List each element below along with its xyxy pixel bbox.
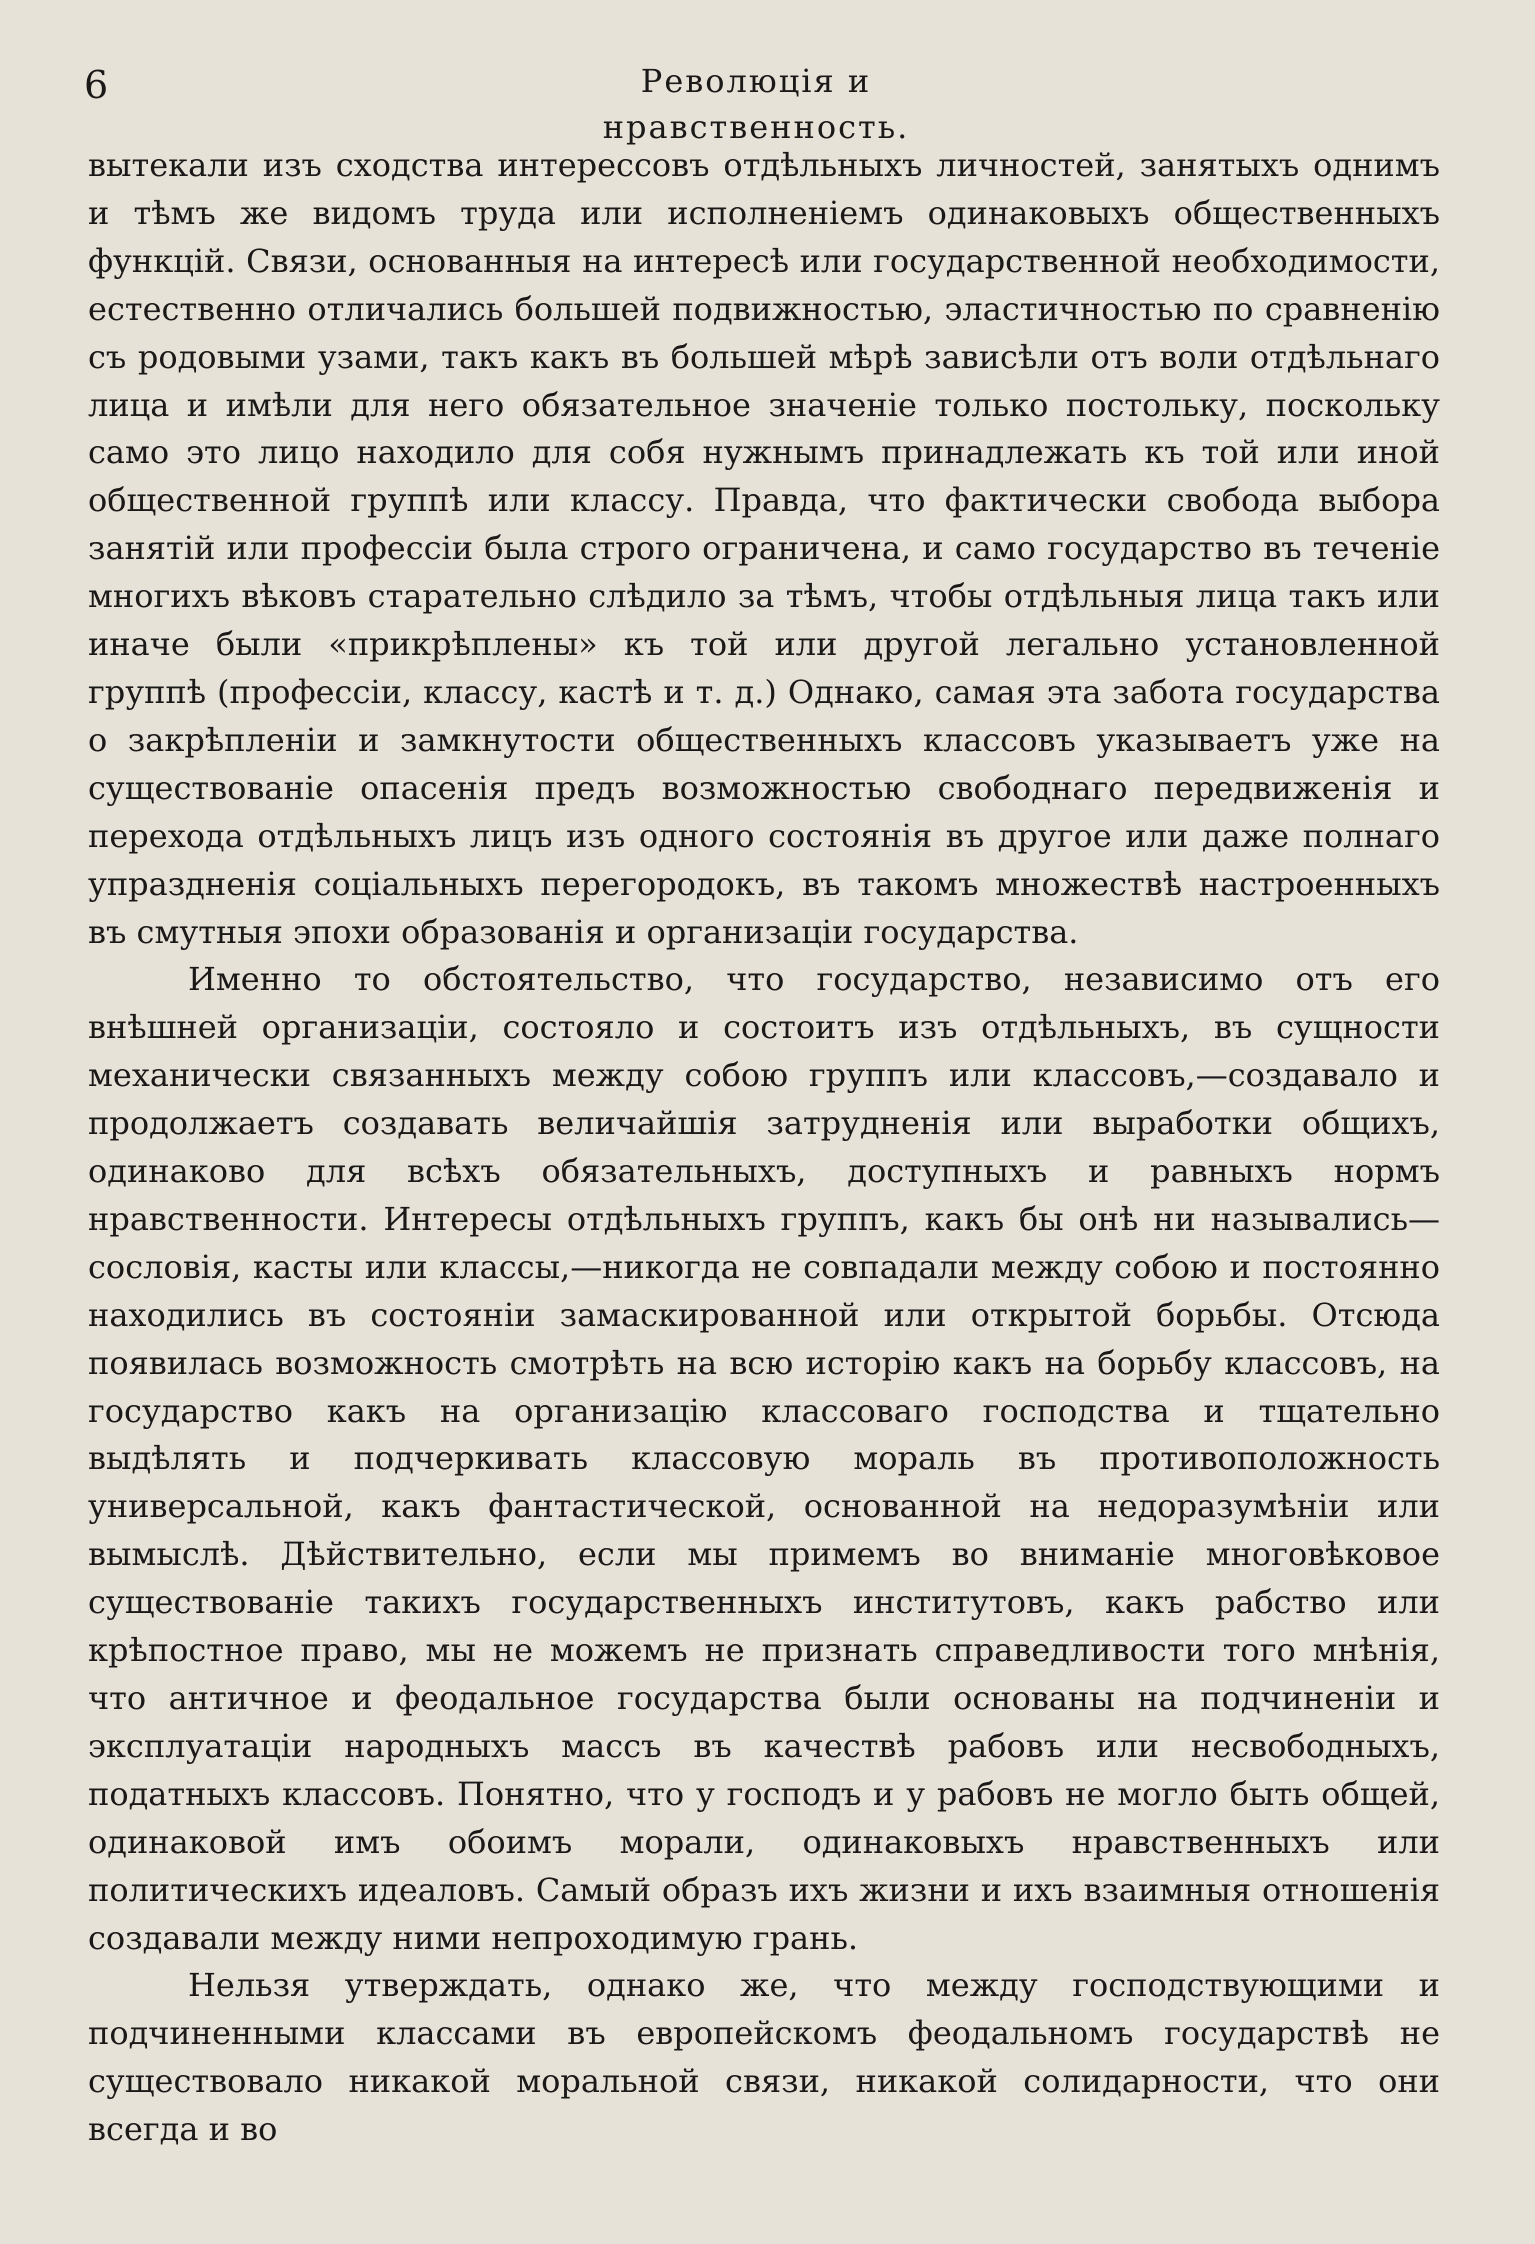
- body-text: [88, 142, 1440, 2154]
- page-number: 6: [84, 63, 109, 107]
- paragraph-3: Нельзя утверждать, однако же, что между господствующими и подчиненными классами въ европейскомъ феодальномъ государствѣ не существовало никакой моральной связи, никакой солидарности, что они всегда и во: [88, 1966, 1440, 2149]
- paragraph-1: вытекали изъ сходства интерессовъ отдѣльныхъ личностей, занятыхъ однимъ и тѣмъ же видомъ труда или исполненіемъ одинаковыхъ общественныхъ функцій. Связи, основанныя на интересѣ или государственной необходимости, естественно отличались большей подвижностью, эластичностью по сравненію съ родовыми узами, такъ какъ въ большей мѣрѣ зависѣли отъ воли отдѣльнаго лица и имѣли для него обязательное значеніе только постольку, поскольку само это лицо находило для собя нужнымъ принадлежать къ той или иной общественной группѣ или классу. Правда, что фактически свобода выбора занятій или профессіи была строго ограничена, и само государство въ теченіе многихъ вѣковъ старательно слѣдило за тѣмъ, чтобы отдѣльныя лица такъ или иначе были «прикрѣплены» къ той или другой легально установленной группѣ (профессіи, классу, кастѣ и т. д.) Однако, самая эта забота государства о закрѣпленіи и замкнутости общественныхъ классовъ указываетъ уже на существованіе опасенія предъ возможностью свободнаго передвиженія и перехода отдѣльныхъ лицъ изъ одного состоянія въ другое или даже полнаго упраздненія соціальныхъ перегородокъ, въ такомъ множествѣ настроенныхъ въ смутныя эпохи образованія и организаціи государства.: [88, 146, 1440, 951]
- paragraph-2: Именно то обстоятельство, что государство, независимо отъ его внѣшней организаціи, состояло и состоитъ изъ отдѣльныхъ, въ сущности механически связанныхъ между собою группъ или классовъ,—создавало и продолжаетъ создавать величайшія затрудненія или выработки общихъ, одинаково для всѣхъ обязательныхъ, доступныхъ и равныхъ нормъ нравственности. Интересы отдѣльныхъ группъ, какъ бы онѣ ни назывались—сословія, касты или классы,—никогда не совпадали между собою и постоянно находились въ состояніи замаскированной или открытой борьбы. Отсюда появилась возможность смотрѣть на всю исторію какъ на борьбу классовъ, на государство какъ на организацію классоваго господства и тщательно выдѣлять и подчеркивать классовую мораль въ противоположность универсальной, какъ фантастической, основанной на недоразумѣніи или вымыслѣ. Дѣйствительно, если мы примемъ во вниманіе многовѣковое существованіе такихъ государственныхъ институтовъ, какъ рабство или крѣпостное право, мы не можемъ не признать справедливости того мнѣнія, что античное и феодальное государства были основаны на подчиненіи и эксплуатаціи народныхъ массъ въ качествѣ рабовъ или несвободныхъ, податныхъ классовъ. Понятно, что у господъ и у рабовъ не могло быть общей, одинаковой имъ обоимъ морали, одинаковыхъ нравственныхъ или политическихъ идеаловъ. Самый образъ ихъ жизни и ихъ взаимныя отношенія создавали между ними непроходимую грань.: [88, 960, 1440, 1957]
- running-title: Революція и нравственность.: [602, 62, 910, 146]
